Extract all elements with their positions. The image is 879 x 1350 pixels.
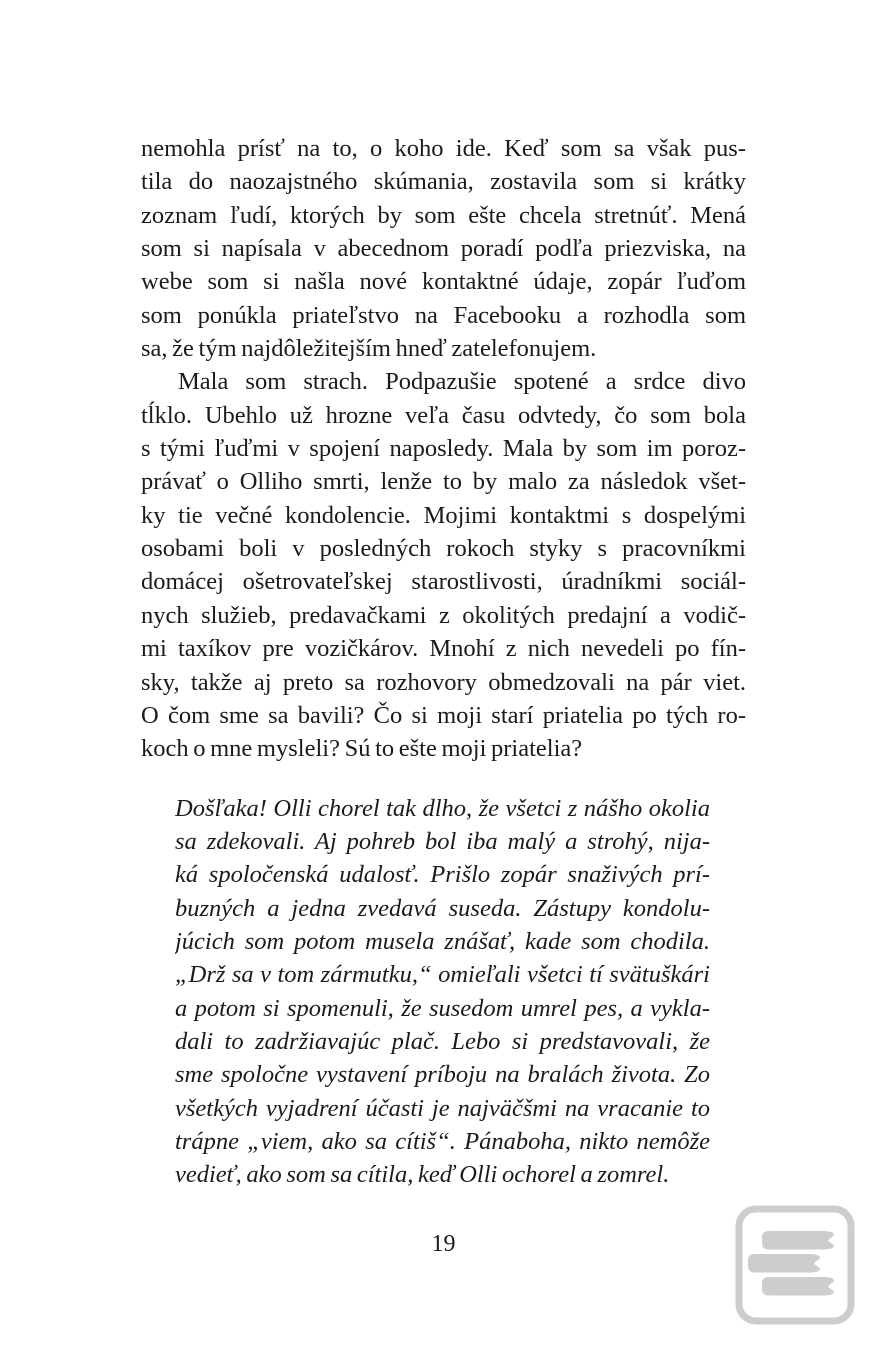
text-line: dali to zadržiavajúc plač. Lebo si predstavovali, že [175, 1027, 710, 1055]
text-line: domácej ošetrovateľskej starostlivosti, úradníkmi sociál- [141, 568, 746, 596]
quote-paragraph [175, 792, 710, 1192]
text-line: som si napísala v abecednom poradí podľa priezviska, na [141, 235, 746, 263]
text-line: Mala som strach. Podpazušie spotené a srdce divo [178, 368, 746, 396]
paragraph-1 [141, 132, 746, 365]
text-line: nych služieb, predavačkami z okolitých predajní a vodič- [141, 601, 746, 629]
paragraph-2 [141, 365, 746, 765]
text-line: som ponúkla priateľstvo na Facebooku a rozhodla som [141, 301, 746, 329]
text-line: nemohla prísť na to, o koho ide. Keď som sa však pus- [141, 135, 746, 162]
text-line: zoznam ľudí, ktorých by som ešte chcela stretnúť. Mená [141, 201, 746, 229]
text-line: trápne „viem, ako sa cítiš“. Pánaboha, nikto nemôže [175, 1127, 710, 1155]
text-line: sme spoločne vystavení príboju na bralách života. Zo [175, 1061, 710, 1089]
text-line: tila do naozajstného skúmania, zostavila som si krátky [141, 168, 746, 196]
text-line: ká spoločenská udalosť. Prišlo zopár snaživých prí- [175, 861, 710, 889]
text-line: tĺklo. Ubehlo už hrozne veľa času odvtedy, čo som bola [141, 401, 746, 429]
text-line: a potom si spomenuli, že susedom umrel pes, a vykla- [175, 994, 710, 1022]
text-line: Došľaka! Olli chorel tak dlho, že všetci z nášho okolia [175, 794, 710, 822]
body-text [141, 132, 746, 1192]
text-line: webe som si našla nové kontaktné údaje, zopár ľuďom [141, 268, 746, 296]
stacked-books-icon [735, 1204, 855, 1326]
text-line: sa, že tým najdôležitejším hneď zatelefonujem. [141, 335, 597, 363]
book-spine-middle [748, 1254, 820, 1273]
text-line: všetkých vyjadrení účasti je najväčšmi na vracanie to [175, 1094, 710, 1122]
text-line: buzných a jedna zvedavá suseda. Zástupy kondolu- [175, 894, 710, 922]
text-line: s tými ľuďmi v spojení naposledy. Mala by som im poroz- [141, 435, 746, 463]
text-line: „Drž sa v tom zármutku,“ omieľali všetci tí svätuškári [175, 961, 710, 989]
text-line: vedieť, ako som sa cítila, keď Olli ochorel a zomrel. [175, 1161, 670, 1189]
text-line: koch o mne mysleli? Sú to ešte moji priatelia? [141, 735, 583, 763]
page-number: 19 [431, 1231, 456, 1257]
text-line: júcich som potom musela znášať, kade som chodila. [175, 927, 710, 955]
book-spine-top [762, 1231, 834, 1250]
text-line: právať o Olliho smrti, lenže to by malo za následok všet- [141, 468, 746, 496]
text-line: O čom sme sa bavili? Čo si moji starí priatelia po tých ro- [141, 701, 746, 729]
text-line: sa zdekovali. Aj pohreb bol iba malý a strohý, nija- [175, 827, 710, 855]
text-line: ky tie večné kondolencie. Mojimi kontaktmi s dospelými [141, 501, 746, 529]
text-line: sky, takže aj preto sa rozhovory obmedzovali na pár viet. [141, 668, 746, 696]
text-line: mi taxíkov pre vozičkárov. Mnohí z nich nevedeli po fín- [141, 635, 746, 663]
book-spine-bottom [762, 1277, 834, 1296]
text-line: osobami boli v posledných rokoch styky s pracovníkmi [141, 535, 746, 563]
